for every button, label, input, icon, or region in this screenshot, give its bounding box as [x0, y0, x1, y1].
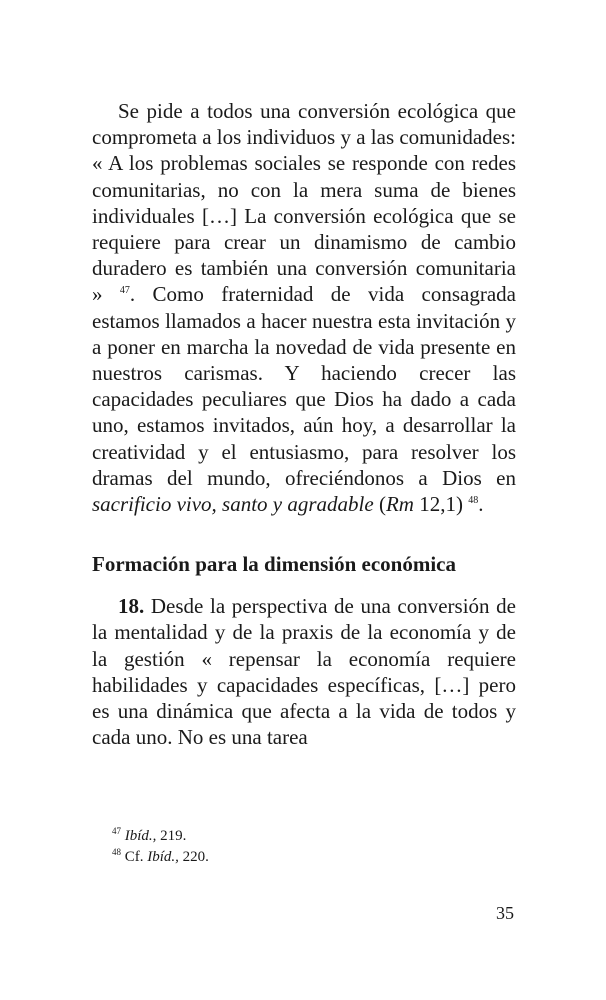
footnote-marker: 47 — [112, 826, 121, 836]
footnotes — [112, 826, 512, 868]
paragraph-number: 18. — [118, 594, 145, 619]
footnote-prefix: Cf. — [121, 849, 148, 865]
paragraph-ecological-conversion — [92, 98, 516, 517]
footnote-ibid: Ibíd., — [147, 849, 179, 865]
paragraph-1-text-cont: . Como fraternidad de vida consagrada estamos llamados a hacer nuestra esta invitación y a poner en marcha la novedad de vida presente en nuestros carismas. Y haciendo crecer las capacidades peculiares que Dios ha dado a cada uno, estamos invitados, aún hoy, a desarrollar la creatividad y el entusiasmo, para resolver los dramas del mundo, ofreciéndonos a Dios en — [92, 282, 516, 490]
quote-italic: sacrificio vivo, santo y agradable — [92, 492, 374, 517]
footnote-47 — [112, 826, 512, 847]
paragraph-1-text: Se pide a todos una conversión ecológica que comprometa a los individuos y a las comunidades: « A los problemas sociales se responde con redes comunitarias, no con la mera suma de bienes individuales […] La conversión ecológica que se requiere para crear un dinamismo de cambio duradero es también una conversión comunitaria » — [92, 99, 516, 307]
footnote-ref-47: 47 — [119, 285, 130, 297]
footnote-48 — [112, 847, 512, 868]
paragraph-18-text: Desde la perspectiva de una conversión de la mentalidad y de la praxis de la economía y de la gestión « repensar la economía requiere habilidades y capacidades específicas, […] pero es una dinámica que afecta a la vida de todos y cada uno. No es una tarea — [92, 594, 516, 750]
footnote-marker: 48 — [112, 847, 121, 857]
section-heading: Formación para la dimensión económica — [92, 552, 456, 577]
citation-ref: 12,1) — [413, 492, 469, 517]
footnote-ibid: Ibíd., — [124, 828, 157, 844]
footnote-text: 220. — [178, 849, 209, 865]
page-number: 35 — [496, 903, 514, 923]
paragraph-18 — [92, 593, 516, 750]
footnote-ref-48: 48 — [468, 495, 479, 507]
open-paren: ( — [373, 492, 386, 517]
citation-book: Rm — [385, 492, 414, 517]
paragraph-1-end: . — [478, 492, 484, 517]
page-body — [92, 98, 516, 750]
footnote-text: 219. — [156, 828, 187, 844]
